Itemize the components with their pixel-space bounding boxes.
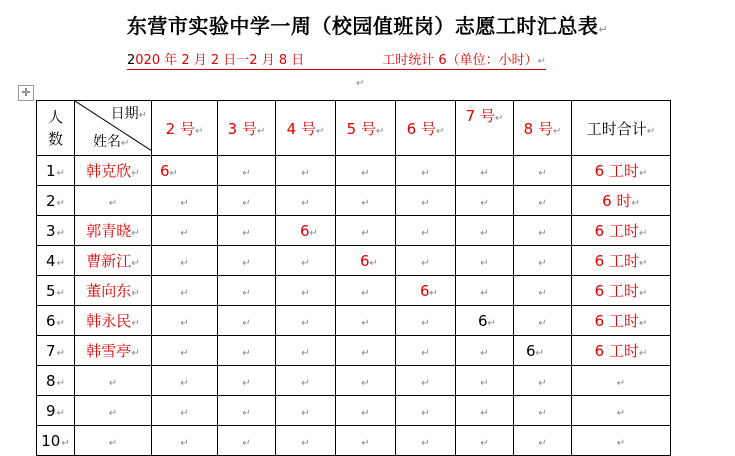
paragraph-mark-icon: ↵ bbox=[375, 125, 385, 137]
hours-cell[interactable] bbox=[514, 276, 572, 306]
paragraph-mark-icon: ↵ bbox=[421, 437, 430, 449]
total-value: 6 工时 bbox=[594, 252, 639, 270]
hours-cell[interactable] bbox=[514, 426, 572, 456]
paragraph-mark-icon: ↵ bbox=[108, 407, 118, 419]
hours-cell[interactable] bbox=[336, 156, 396, 186]
paragraph-mark-icon: ↵ bbox=[361, 347, 370, 359]
paragraph-mark-icon: ↵ bbox=[131, 318, 140, 329]
hours-cell[interactable] bbox=[396, 276, 456, 306]
name-header-label: 姓名↵ bbox=[93, 134, 130, 150]
hours-cell[interactable] bbox=[456, 246, 514, 276]
hours-cell[interactable] bbox=[396, 186, 456, 216]
hours-cell[interactable] bbox=[276, 366, 336, 396]
paragraph-mark-icon: ↵ bbox=[242, 377, 251, 389]
paragraph-mark-icon: ↵ bbox=[180, 287, 189, 299]
paragraph-mark-icon: ↵ bbox=[421, 227, 430, 239]
paragraph-mark-icon: ↵ bbox=[242, 437, 251, 449]
hours-cell[interactable] bbox=[396, 336, 456, 366]
hours-cell[interactable] bbox=[396, 396, 456, 426]
hours-cell[interactable] bbox=[514, 396, 572, 426]
hours-cell[interactable] bbox=[514, 186, 572, 216]
person-name: 韩永民 bbox=[86, 312, 132, 330]
row-number: 7 bbox=[46, 341, 56, 360]
hours-cell[interactable] bbox=[218, 246, 276, 276]
paragraph-mark-icon: ↵ bbox=[480, 437, 489, 449]
table-row bbox=[37, 156, 671, 186]
paragraph-mark-icon: ↵ bbox=[421, 377, 430, 389]
name-cell[interactable] bbox=[75, 306, 152, 336]
hours-cell[interactable] bbox=[456, 396, 514, 426]
table-row bbox=[37, 426, 671, 456]
hours-cell[interactable] bbox=[276, 426, 336, 456]
table-move-handle-icon[interactable]: ✛ bbox=[18, 85, 34, 101]
paragraph-mark-icon: ↵ bbox=[108, 437, 118, 449]
paragraph-mark-icon: ↵ bbox=[309, 227, 318, 239]
hours-cell[interactable] bbox=[336, 366, 396, 396]
paragraph-mark-icon: ↵ bbox=[538, 167, 547, 179]
paragraph-mark-icon: ↵ bbox=[631, 198, 640, 209]
paragraph-mark-icon: ↵ bbox=[361, 407, 370, 419]
hours-cell[interactable] bbox=[218, 156, 276, 186]
hours-value: 6 bbox=[526, 341, 536, 360]
paragraph-mark-icon: ↵ bbox=[301, 437, 310, 449]
header-row bbox=[37, 101, 671, 156]
subtitle-prefix: 2 bbox=[127, 53, 136, 68]
paragraph-mark-icon: ↵ bbox=[369, 257, 378, 269]
hours-cell[interactable] bbox=[218, 426, 276, 456]
paragraph-mark-icon: ↵ bbox=[301, 377, 310, 389]
hours-cell[interactable] bbox=[336, 186, 396, 216]
total-value: 6 工时 bbox=[594, 312, 639, 330]
paragraph-mark-icon: ↵ bbox=[429, 287, 438, 299]
paragraph-mark-icon: ↵ bbox=[638, 258, 648, 269]
hours-cell[interactable] bbox=[152, 246, 218, 276]
day-header-8[interactable] bbox=[514, 101, 572, 156]
paragraph-mark-icon: ↵ bbox=[180, 377, 189, 389]
hours-cell[interactable] bbox=[336, 336, 396, 366]
paragraph-mark-icon: ↵ bbox=[56, 227, 65, 239]
document-title bbox=[0, 10, 735, 39]
paragraph-mark-icon: ↵ bbox=[108, 377, 118, 389]
total-cell[interactable] bbox=[572, 156, 671, 186]
paragraph-mark-icon: ↵ bbox=[301, 347, 310, 359]
table-row bbox=[37, 246, 671, 276]
paragraph-mark-icon: ↵ bbox=[131, 168, 140, 179]
name-cell[interactable] bbox=[75, 156, 152, 186]
row-number: 5 bbox=[46, 281, 56, 300]
total-cell[interactable] bbox=[572, 306, 671, 336]
row-number-cell[interactable] bbox=[37, 306, 75, 336]
paragraph-mark-icon: ↵ bbox=[616, 407, 626, 419]
name-cell[interactable] bbox=[75, 336, 152, 366]
total-value: 6 工时 bbox=[594, 222, 639, 240]
name-cell[interactable] bbox=[75, 216, 152, 246]
paragraph-mark-icon: ↵ bbox=[242, 227, 251, 239]
paragraph-mark-icon: ↵ bbox=[538, 257, 547, 269]
day-header-label: 2 号 bbox=[165, 119, 195, 138]
hours-value: 6 bbox=[300, 221, 310, 240]
name-cell[interactable] bbox=[75, 426, 152, 456]
paragraph-mark-icon: ↵ bbox=[638, 348, 648, 359]
table-row bbox=[37, 276, 671, 306]
hours-cell[interactable] bbox=[276, 396, 336, 426]
paragraph-mark-icon: ↵ bbox=[56, 287, 65, 299]
day-header-7[interactable] bbox=[456, 101, 514, 156]
hours-cell[interactable] bbox=[514, 306, 572, 336]
hours-cell[interactable] bbox=[152, 366, 218, 396]
paragraph-mark-icon: ↵ bbox=[169, 167, 178, 179]
paragraph-mark-icon: ↵ bbox=[361, 167, 370, 179]
paragraph-mark-icon: ↵ bbox=[537, 56, 547, 67]
paragraph-mark-icon: ↵ bbox=[242, 347, 251, 359]
hours-cell[interactable] bbox=[396, 246, 456, 276]
row-number: 3 bbox=[46, 221, 56, 240]
day-header-label: 8 号 bbox=[523, 119, 553, 138]
row-number-cell[interactable] bbox=[37, 366, 75, 396]
paragraph-mark-icon: ↵ bbox=[56, 317, 65, 329]
hours-cell[interactable] bbox=[276, 336, 336, 366]
hours-cell[interactable] bbox=[396, 306, 456, 336]
name-cell[interactable] bbox=[75, 396, 152, 426]
total-cell[interactable] bbox=[572, 426, 671, 456]
paragraph-mark-icon: ↵ bbox=[480, 167, 489, 179]
hours-cell[interactable] bbox=[218, 366, 276, 396]
paragraph-mark-icon: ↵ bbox=[242, 287, 251, 299]
row-number: 10 bbox=[41, 431, 61, 450]
subtitle-line bbox=[127, 49, 546, 70]
total-cell[interactable] bbox=[572, 366, 671, 396]
hours-cell[interactable] bbox=[218, 216, 276, 246]
hours-cell[interactable] bbox=[152, 396, 218, 426]
hours-cell[interactable] bbox=[218, 186, 276, 216]
row-number-cell[interactable] bbox=[37, 396, 75, 426]
hours-cell[interactable] bbox=[514, 366, 572, 396]
paragraph-mark-icon: ↵ bbox=[421, 407, 430, 419]
hours-cell[interactable] bbox=[218, 396, 276, 426]
name-cell[interactable] bbox=[75, 276, 152, 306]
hours-value: 6 bbox=[160, 161, 170, 180]
person-name: 韩雪亭 bbox=[86, 342, 132, 360]
day-header-5[interactable] bbox=[336, 101, 396, 156]
person-name: 董向东 bbox=[86, 282, 132, 300]
subtitle-stat: 工时统计 6（单位：小时） bbox=[382, 53, 538, 68]
paragraph-mark-icon: ↵ bbox=[598, 23, 609, 36]
paragraph-mark-icon: ↵ bbox=[180, 347, 189, 359]
person-name: 韩克欣 bbox=[86, 162, 132, 180]
diagonal-header-cell[interactable] bbox=[75, 101, 152, 156]
paragraph-mark-icon: ↵ bbox=[361, 197, 370, 209]
paragraph-mark-icon: ↵ bbox=[480, 377, 489, 389]
hours-cell[interactable] bbox=[396, 216, 456, 246]
paragraph-mark-icon: ↵ bbox=[616, 377, 626, 389]
paragraph-mark-icon: ↵ bbox=[421, 257, 430, 269]
paragraph-mark-icon: ↵ bbox=[301, 407, 310, 419]
row-number: 8 bbox=[46, 371, 56, 390]
total-value: 6 工时 bbox=[594, 162, 639, 180]
hours-cell[interactable] bbox=[514, 216, 572, 246]
day-header-label: 5 号 bbox=[346, 119, 376, 138]
paragraph-mark-icon: ↵ bbox=[131, 288, 140, 299]
hours-cell[interactable] bbox=[152, 276, 218, 306]
hours-cell[interactable] bbox=[336, 306, 396, 336]
paragraph-mark-icon: ↵ bbox=[421, 167, 430, 179]
paragraph-mark-icon: ↵ bbox=[538, 437, 547, 449]
paragraph-mark-icon: ↵ bbox=[131, 228, 140, 239]
paragraph-mark-icon: ↵ bbox=[638, 168, 648, 179]
paragraph-mark-icon: ↵ bbox=[538, 317, 547, 329]
total-cell[interactable] bbox=[572, 186, 671, 216]
hours-cell[interactable] bbox=[336, 216, 396, 246]
paragraph-mark-icon: ↵ bbox=[421, 197, 430, 209]
count-header-cell[interactable] bbox=[37, 101, 75, 156]
hours-cell[interactable] bbox=[456, 426, 514, 456]
paragraph-mark-icon: ↵ bbox=[646, 125, 656, 137]
paragraph-mark-icon: ↵ bbox=[180, 257, 189, 269]
count-header-top: 人 bbox=[47, 108, 63, 126]
paragraph-mark-icon: ↵ bbox=[131, 258, 140, 269]
row-number-cell[interactable] bbox=[37, 426, 75, 456]
total-value: 6 时 bbox=[602, 192, 632, 210]
hours-cell[interactable] bbox=[514, 246, 572, 276]
hours-cell[interactable] bbox=[152, 156, 218, 186]
paragraph-mark-icon: ↵ bbox=[638, 288, 648, 299]
row-number-cell[interactable] bbox=[37, 276, 75, 306]
hours-cell[interactable] bbox=[218, 306, 276, 336]
paragraph-mark-icon: ↵ bbox=[301, 197, 310, 209]
name-cell[interactable] bbox=[75, 366, 152, 396]
row-number-cell[interactable] bbox=[37, 216, 75, 246]
paragraph-mark-icon: ↵ bbox=[194, 125, 204, 137]
hours-value: 6 bbox=[360, 251, 370, 270]
hours-value: 6 bbox=[420, 281, 430, 300]
paragraph-mark-icon: ↵ bbox=[256, 125, 266, 137]
paragraph-mark-icon: ↵ bbox=[242, 317, 251, 329]
hours-cell[interactable] bbox=[396, 366, 456, 396]
row-number-cell[interactable] bbox=[37, 336, 75, 366]
table-row bbox=[37, 396, 671, 426]
row-number-cell[interactable] bbox=[37, 186, 75, 216]
paragraph-mark-icon: ↵ bbox=[131, 348, 140, 359]
hours-cell[interactable] bbox=[276, 186, 336, 216]
paragraph-mark-icon: ↵ bbox=[242, 197, 251, 209]
hours-cell[interactable] bbox=[456, 336, 514, 366]
hours-cell[interactable] bbox=[456, 156, 514, 186]
day-header-label: 3 号 bbox=[227, 119, 257, 138]
count-header-bottom: 数 bbox=[47, 130, 63, 148]
paragraph-mark-icon: ↵ bbox=[242, 407, 251, 419]
date-header-label: 日期↵ bbox=[110, 106, 147, 122]
paragraph-mark-icon: ↵ bbox=[487, 317, 496, 329]
row-number: 2 bbox=[46, 191, 56, 210]
total-header-label: 工时合计 bbox=[586, 119, 647, 138]
paragraph-mark-icon: ↵ bbox=[56, 377, 65, 389]
paragraph-mark-icon: ↵ bbox=[480, 227, 489, 239]
paragraph-mark-icon: ↵ bbox=[361, 287, 370, 299]
paragraph-mark-icon: ↵ bbox=[301, 317, 310, 329]
paragraph-mark-icon: ↵ bbox=[361, 437, 370, 449]
paragraph-mark-icon: ↵ bbox=[56, 167, 65, 179]
hours-cell[interactable] bbox=[456, 366, 514, 396]
hours-cell[interactable] bbox=[276, 156, 336, 186]
paragraph-mark-icon: ↵ bbox=[301, 167, 310, 179]
person-name: 郭青晓 bbox=[86, 222, 132, 240]
paragraph-mark-icon: ↵ bbox=[180, 197, 189, 209]
hours-cell[interactable] bbox=[276, 216, 336, 246]
hours-cell[interactable] bbox=[336, 426, 396, 456]
paragraph-mark-icon: ↵ bbox=[56, 407, 65, 419]
hours-value: 6 bbox=[478, 311, 488, 330]
day-header-4[interactable] bbox=[276, 101, 336, 156]
hours-cell[interactable] bbox=[456, 276, 514, 306]
hours-cell[interactable] bbox=[218, 336, 276, 366]
paragraph-mark-icon: ↵ bbox=[480, 347, 489, 359]
table-row bbox=[37, 216, 671, 246]
paragraph-mark-icon: ↵ bbox=[108, 197, 118, 209]
paragraph-mark-icon: ↵ bbox=[180, 407, 189, 419]
hours-cell[interactable] bbox=[152, 186, 218, 216]
total-cell[interactable] bbox=[572, 276, 671, 306]
paragraph-mark-icon: ↵ bbox=[180, 317, 189, 329]
hours-cell[interactable] bbox=[336, 396, 396, 426]
table-row bbox=[37, 336, 671, 366]
hours-cell[interactable] bbox=[276, 276, 336, 306]
paragraph-mark-icon: ↵ bbox=[301, 257, 310, 269]
day-header-6[interactable] bbox=[396, 101, 456, 156]
hours-cell[interactable] bbox=[514, 156, 572, 186]
row-number: 4 bbox=[46, 251, 56, 270]
paragraph-mark-icon: ↵ bbox=[480, 197, 489, 209]
row-number-cell[interactable] bbox=[37, 156, 75, 186]
hours-cell[interactable] bbox=[152, 336, 218, 366]
paragraph-mark-icon: ↵ bbox=[535, 347, 544, 359]
name-cell[interactable] bbox=[75, 246, 152, 276]
total-cell[interactable] bbox=[572, 216, 671, 246]
hours-cell[interactable] bbox=[276, 306, 336, 336]
hours-cell[interactable] bbox=[152, 306, 218, 336]
row-number: 6 bbox=[46, 311, 56, 330]
day-header-label: 6 号 bbox=[406, 119, 436, 138]
hours-cell[interactable] bbox=[396, 156, 456, 186]
paragraph-mark-icon: ↵ bbox=[361, 377, 370, 389]
person-name: 曹新江 bbox=[86, 252, 132, 270]
paragraph-mark-icon: ↵ bbox=[494, 113, 504, 124]
paragraph-mark-icon: ↵ bbox=[538, 227, 547, 239]
paragraph-mark-icon: ↵ bbox=[538, 287, 547, 299]
paragraph-mark-icon: ↵ bbox=[361, 317, 370, 329]
total-header[interactable] bbox=[572, 101, 671, 156]
paragraph-mark-icon: ↵ bbox=[538, 197, 547, 209]
paragraph-mark-icon: ↵ bbox=[180, 227, 189, 239]
paragraph-mark-icon: ↵ bbox=[56, 197, 65, 209]
row-number: 9 bbox=[46, 401, 56, 420]
paragraph-mark-icon: ↵ bbox=[242, 167, 251, 179]
paragraph-mark-icon: ↵ bbox=[421, 317, 430, 329]
total-value: 6 工时 bbox=[594, 342, 639, 360]
hours-cell[interactable] bbox=[456, 186, 514, 216]
hours-cell[interactable] bbox=[336, 276, 396, 306]
subtitle-dates: 020 年 2 月 2 日一2 月 8 日 bbox=[135, 53, 305, 68]
hours-cell[interactable] bbox=[456, 306, 514, 336]
paragraph-mark-icon: ↵ bbox=[616, 437, 626, 449]
hours-cell[interactable] bbox=[276, 246, 336, 276]
paragraph-mark-icon: ↵ bbox=[552, 125, 562, 137]
paragraph-mark-icon: ↵ bbox=[56, 257, 65, 269]
hours-cell[interactable] bbox=[218, 276, 276, 306]
paragraph-mark-icon: ↵ bbox=[242, 257, 251, 269]
hours-cell[interactable] bbox=[152, 216, 218, 246]
title-text: 东营市实验中学一周（校园值班岗）志愿工时汇总表 bbox=[126, 14, 599, 38]
hours-table bbox=[36, 100, 671, 456]
total-value: 6 工时 bbox=[594, 282, 639, 300]
table-row bbox=[37, 366, 671, 396]
paragraph-mark-icon: ↵ bbox=[480, 257, 489, 269]
hours-cell[interactable] bbox=[456, 216, 514, 246]
paragraph-mark-icon: ↵ bbox=[538, 407, 547, 419]
paragraph-mark-icon: ↵ bbox=[480, 407, 489, 419]
paragraph-mark-icon: ↵ bbox=[638, 318, 648, 329]
paragraph-mark-icon: ↵ bbox=[180, 437, 189, 449]
paragraph-mark-icon: ↵ bbox=[301, 287, 310, 299]
paragraph-mark-icon: ↵ bbox=[56, 347, 65, 359]
paragraph-mark-icon: ↵ bbox=[61, 437, 70, 449]
total-cell[interactable] bbox=[572, 246, 671, 276]
table-row bbox=[37, 186, 671, 216]
hours-cell[interactable] bbox=[336, 246, 396, 276]
paragraph-mark-icon: ↵ bbox=[315, 125, 325, 137]
day-header-2[interactable] bbox=[152, 101, 218, 156]
name-cell[interactable] bbox=[75, 186, 152, 216]
paragraph-mark-icon: ↵ bbox=[538, 377, 547, 389]
paragraph-mark-icon: ↵ bbox=[421, 347, 430, 359]
day-header-label: 4 号 bbox=[286, 119, 316, 138]
row-number: 1 bbox=[46, 161, 56, 180]
paragraph-mark-icon: ↵ bbox=[638, 228, 648, 239]
paragraph-mark-icon: ↵ bbox=[361, 227, 370, 239]
total-cell[interactable] bbox=[572, 396, 671, 426]
paragraph-mark-icon: ↵ bbox=[435, 125, 445, 137]
hours-cell[interactable] bbox=[514, 336, 572, 366]
day-header-label: 7 号 bbox=[465, 107, 495, 125]
paragraph-mark-icon: ↵ bbox=[480, 287, 489, 299]
hours-cell[interactable] bbox=[396, 426, 456, 456]
table-row bbox=[37, 306, 671, 336]
hours-cell[interactable] bbox=[152, 426, 218, 456]
total-cell[interactable] bbox=[572, 336, 671, 366]
day-header-3[interactable] bbox=[218, 101, 276, 156]
row-number-cell[interactable] bbox=[37, 246, 75, 276]
paragraph-mark-icon: ↵ bbox=[356, 78, 365, 89]
